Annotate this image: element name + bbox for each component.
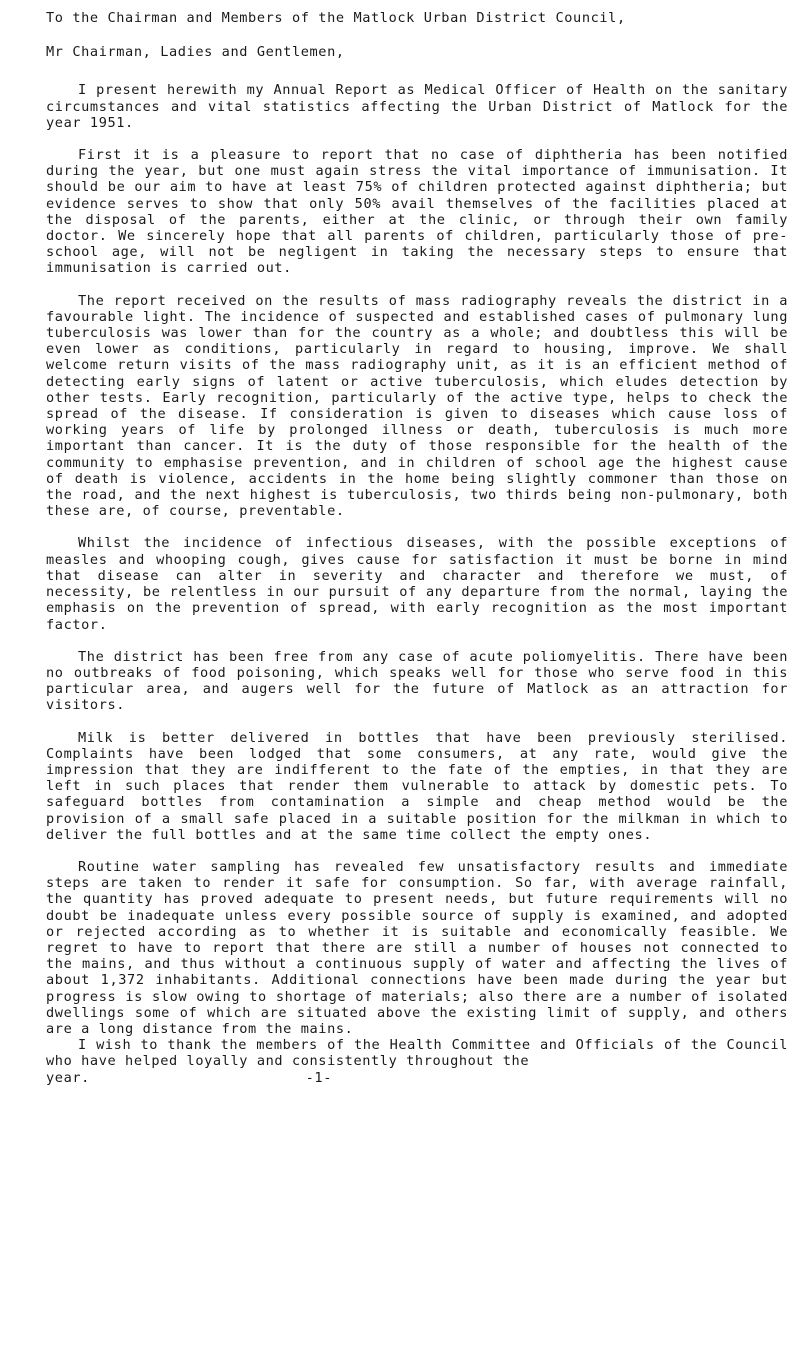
paragraph-water: Routine water sampling has revealed few unsatisfactory results and immediate steps are taken to render it safe for consumption. So far, with average rainfall, the quantity has proved adequate to present needs, but future requirements will no doubt be inadequate unless every possible source of supply is examined, and adopted or rejected according as to whether it is suitable and economically feasible. We regret to have to report that there are still a number of houses not connected to the mains, and thus without a continuous supply of water and affecting the lives of about 1,372 inhabitants. Additional connections have been made during the year but progress is slow owing to shortage of materials; also there are a number of isolated dwellings some of which are situated above the existing limit of supply, and others are a long distance from the mains. bbox=[46, 858, 788, 1037]
addressee-line: To the Chairman and Members of the Matlock Urban District Council, bbox=[46, 10, 626, 26]
paragraph-milk: Milk is better delivered in bottles that have been previously sterilised. Complaints have been lodged that some consumers, at any rate, would give the impression that they are indifferent to the fate of the empties, in that they are left in such places that render them vulnerable to attack by domestic pets. To safeguard bottles from contamination a simple and cheap method would be the provision of a small safe placed in a suitable position for the milkman in which to deliver the full bottles and at the same time collect the empty ones. bbox=[46, 729, 788, 843]
closing-word: year. bbox=[46, 1069, 90, 1086]
paragraph-tuberculosis: The report received on the results of mass radiography reveals the district in a favourable light. The incidence of suspected and established cases of pulmonary lung tuberculosis was lower than for the country as a whole; and doubtless this will be even lower as conditions, particularly in regard to housing, improve. We shall welcome return visits of the mass radiography unit, as it is an efficient method of detecting early signs of latent or active tuberculosis, which eludes detection by other tests. Early recognition, particularly of the active type, helps to check the spread of the disease. If consideration is given to diseases which cause loss of working years of life by prolonged illness or death, tuberculosis is much more important than cancer. It is the duty of those responsible for the health of the community to emphasise prevention, and in children of school age the highest cause of death is violence, accidents in the home being slightly commoner than those on the road, and the next highest is tuberculosis, two thirds being non-pulmonary, both these are, of course, preventable. bbox=[46, 292, 788, 520]
paragraph-poliomyelitis: The district has been free from any case of acute poliomyelitis. There have been no outbreaks of food poisoning, which speaks well for those who serve food in this particular area, and augers well for the future of Matlock as an attraction for visitors. bbox=[46, 648, 788, 714]
paragraph-intro: I present herewith my Annual Report as Medical Officer of Health on the sanitary circumstances and vital statistics affecting the Urban District of Matlock for the year 1951. bbox=[46, 82, 788, 131]
salutation: Mr Chairman, Ladies and Gentlemen, bbox=[46, 44, 345, 61]
footer-line bbox=[46, 1070, 788, 1086]
paragraph-thanks: I wish to thank the members of the Health Committee and Officials of the Council who have helped loyally and consistently throughout the bbox=[46, 1037, 788, 1070]
paragraph-diphtheria: First it is a pleasure to report that no case of diphtheria has been notified during the year, but one must again stress the vital importance of immunisation. It should be our aim to have at least 75% of children protected against diphtheria; but evidence serves to show that only 50% avail themselves of the facilities placed at the disposal of the parents, either at the clinic, or through their own family doctor. We sincerely hope that all parents of children, particularly those of pre-school age, will not be negligent in taking the necessary steps to ensure that immunisation is carried out. bbox=[46, 147, 788, 277]
page-number: -1- bbox=[305, 1069, 332, 1086]
paragraph-infectious-diseases: Whilst the incidence of infectious diseases, with the possible exceptions of measles and whooping cough, gives cause for satisfaction it must be borne in mind that disease can alter in severity and character and therefore we must, of necessity, be relentless in our pursuit of any departure from the normal, laying the emphasis on the prevention of spread, with early recognition as the most important factor. bbox=[46, 535, 788, 633]
